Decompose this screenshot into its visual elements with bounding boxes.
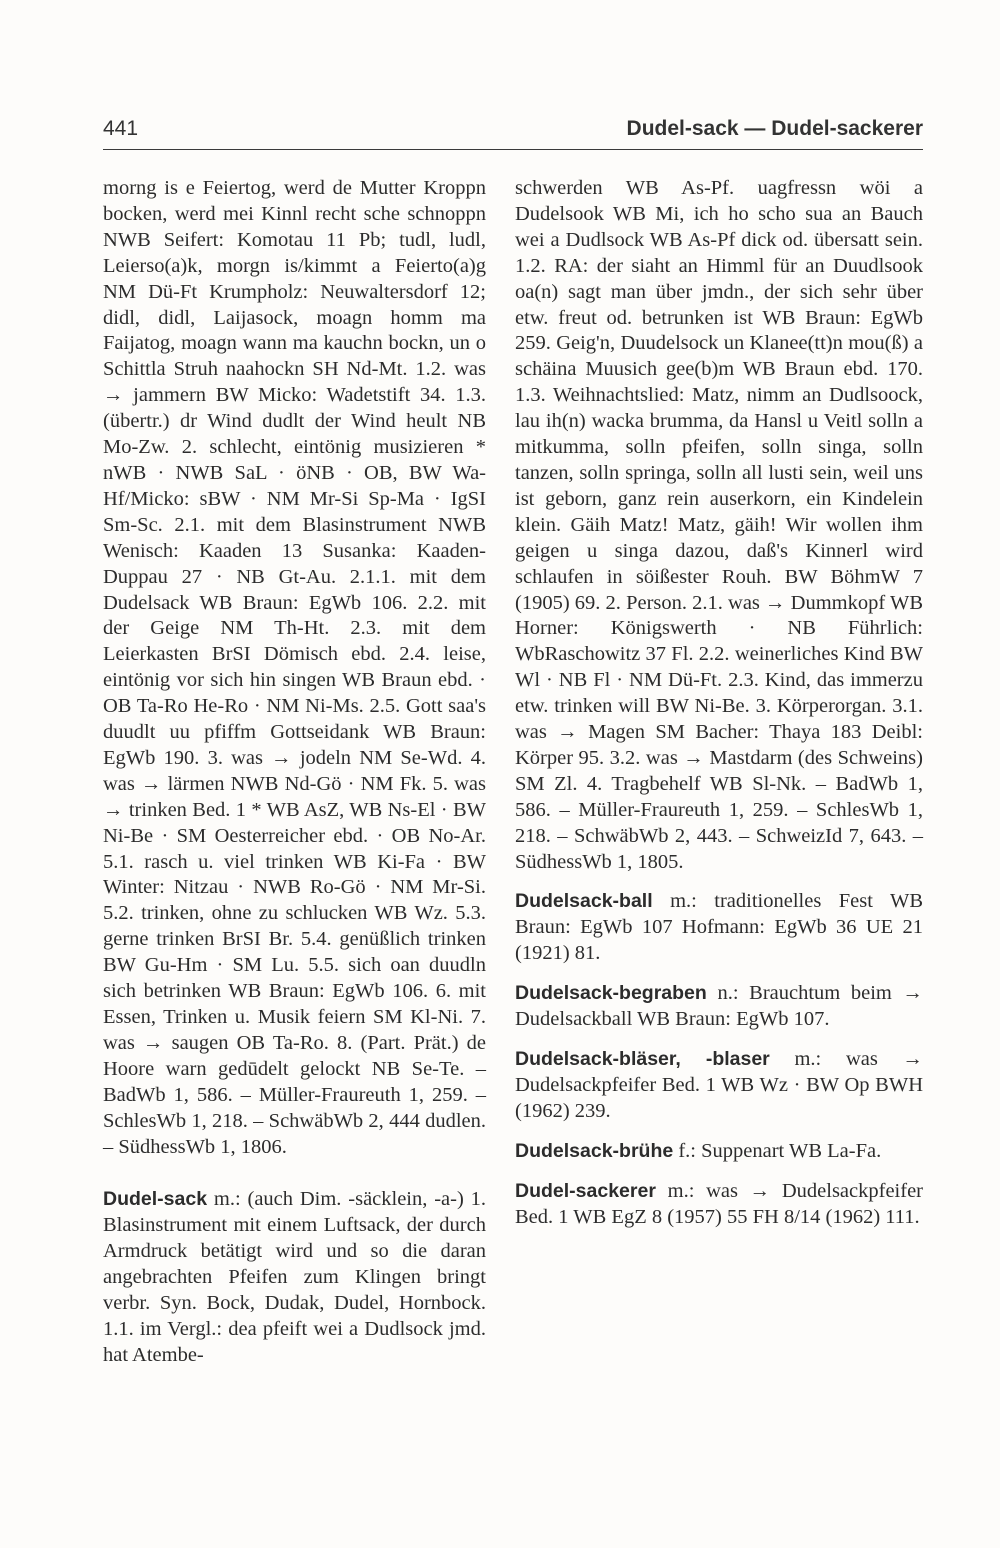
- entry-text: n.: Brauchtum beim → Dudelsackball WB Braun: EgWb 107.: [515, 982, 924, 1031]
- entry-text: m.: traditionelles Fest WB Braun: EgWb 107 Hofmann: EgWb 36 UE 21 (1921) 81.: [515, 890, 923, 965]
- dictionary-entry: [515, 981, 923, 1033]
- page-header: [103, 113, 923, 150]
- running-head: Dudel-sack — Dudel-sackerer: [626, 117, 923, 140]
- right-column: [515, 176, 923, 1230]
- dictionary-entry: [103, 1187, 486, 1368]
- entry-text: m.: was → Dudelsackpfeifer Bed. 1 WB EgZ 8 (1957) 55 FH 8/14 (1962) 111.: [515, 1179, 924, 1228]
- dictionary-entry: [515, 1139, 923, 1165]
- entry-headword: Dudelsack-brühe: [515, 1139, 674, 1162]
- dictionary-entry: [515, 1047, 923, 1125]
- entry-text: f.: Suppenart WB La-Fa.: [678, 1139, 882, 1162]
- entry-headword: Dudelsack-begraben: [515, 982, 707, 1005]
- continuation-paragraph: morng is e Feiertog, werd de Mutter Kroppn bocken, werd mei Kinnl recht sche schnoppn NWB Seifert: Komotau 11 Pb; tudl, ludl, Leierso(a)k, morgn is/kimmt a Feierto(a)g NM Dü-Ft Krumpholz: Neuwaltersdorf 12; didl, didl, Laijasock, moagn homm ma Faijatog, moagn wann ma kauchn bockn, un o Schittla Struh naahockn SH Nd-Mt. 1.2. was → jammern BW Micko: Wadetstift 34. 1.3. (übertr.) dr Wind dudlt der Wind heult NB Mo-Zw. 2. schlecht, eintönig musizieren * nWB · NWB SaL · öNB · OB, BW Wa-Hf/Micko: sBW · NM Mr-Si Sp-Ma · IgSI Sm-Sc. 2.1. mit dem Blasinstrument NWB Wenisch: Kaaden 13 Susanka: Kaaden-Duppau 27 · NB Gt-Au. 2.1.1. mit dem Dudelsack WB Braun: EgWb 106. 2.2. mit der Geige NM Th-Ht. 2.3. mit dem Leierkasten BrSI Dömisch ebd. 2.4. leise, eintönig vor sich hin singen WB Braun ebd. · OB Ta-Ro He-Ro · NM Ni-Ms. 2.5. Gott saa's duudlt uu pfiffm Gottseidank WB Braun: EgWb 190. 3. was → jodeln NM Se-Wd. 4. was → lärmen NWB Nd-Gö · NM Fk. 5. was → trinken Bed. 1 * WB AsZ, WB Ns-El · BW Ni-Be · SM Oesterreicher ebd. · OB No-Ar. 5.1. rasch u. viel trinken WB Ki-Fa · BW Winter: Nitzau · NWB Ro-Gö · NM Mr-Si. 5.2. trinken, ohne zu schlucken WB Wz. 5.3. gerne trinken BrSI Br. 5.4. genüßlich trinken BW Gu-Hm · SM Lu. 5.5. sich oan duudln sich betrinken WB Braun: EgWb 106. 6. mit Essen, Trinken u. Musik feiern SM Kl-Ni. 7. was → saugen OB Ta-Ro. 8. (Part. Prät.) de Hoore warn gedūdelt gelockt NB Se-Te. – BadWb 1, 586. – Müller-Fraureuth 1, 259. – SchlesWb 1, 218. – SchwäbWb 2, 444 dudlen. – SüdhessWb 1, 1806.: [103, 177, 486, 1158]
- dictionary-entry: [515, 1179, 923, 1231]
- entry-headword: Dudelsack-bläser, -blaser: [515, 1048, 770, 1070]
- entry-text: m.: was → Dudelsackpfeifer Bed. 1 WB Wz · BW Op BWH (1962) 239.: [515, 1048, 924, 1122]
- entry-headword: Dudel-sackerer: [515, 1179, 656, 1202]
- left-column: [103, 176, 486, 1369]
- dictionary-entry: [515, 889, 923, 967]
- entry-headword: Dudelsack-ball: [515, 890, 653, 913]
- page-number: 441: [103, 117, 139, 140]
- continuation-paragraph: schwerden WB As-Pf. uagfressn wöi a Dudelsook WB Mi, ich ho scho sua an Bauch wei a Dudlsock WB As-Pf dick od. übersatt sein. 1.2. RA: der siaht an Himml für an Duudlsook oa(n) sagt man über jmdn., der sich sehr über etw. freut od. betrunken ist WB Braun: EgWb 259. Geig'n, Duudelsock un Klanee(tt)n mou(ß) a schäina Muusich gee(b)m WB Braun ebd. 170. 1.3. Weihnachtslied: Matz, nimm an Dudlsoock, lau ih(n) wacka brumma, da Hansl u Veitl solln a mitkumma, solln pfeifen, solln singa, solln tanzen, solln springa, solln all lusti sein, weil uns ist geborn, ganz rein auserkorn, ein Kindelein klein. Gäih Matz! Matz, gäih! Wir wollen ihm geigen u singa dazou, daß's Kinnerl wird schlaufen in söißester Rouh. BW BöhmW 7 (1905) 69. 2. Person. 2.1. was → Dummkopf WB Horner: Königswerth · NB Führlich: WbRaschowitz 37 Fl. 2.2. weinerliches Kind BW Wl · NB Fl · NM Dü-Ft. 2.3. Kind, das immerzu etw. trinken will BW Ni-Be. 3. Körperorgan. 3.1. was → Magen SM Bacher: Thaya 183 Deibl: Körper 95. 3.2. was → Mastdarm (des Schweins) SM Zl. 4. Tragbehelf WB Sl-Nk. – BadWb 1, 586. – Müller-Fraureuth 1, 259. – SchlesWb 1, 218. – SchwäbWb 2, 443. – SchweizId 7, 643. – SüdhessWb 1, 1805.: [515, 177, 923, 873]
- entry-headword: Dudel-sack: [103, 1188, 208, 1211]
- entry-text: m.: (auch Dim. -säcklein, -a-) 1. Blasinstrument mit einem Luftsack, der durch Armdruck betätigt wird und so die daran angebrachten Pfeifen zum Klingen bringt verbr. Syn. Bock, Dudak, Dudel, Hornbock. 1.1. im Vergl.: dea pfeift wei a Dudlsock jmd. hat Atembe-: [103, 1188, 487, 1366]
